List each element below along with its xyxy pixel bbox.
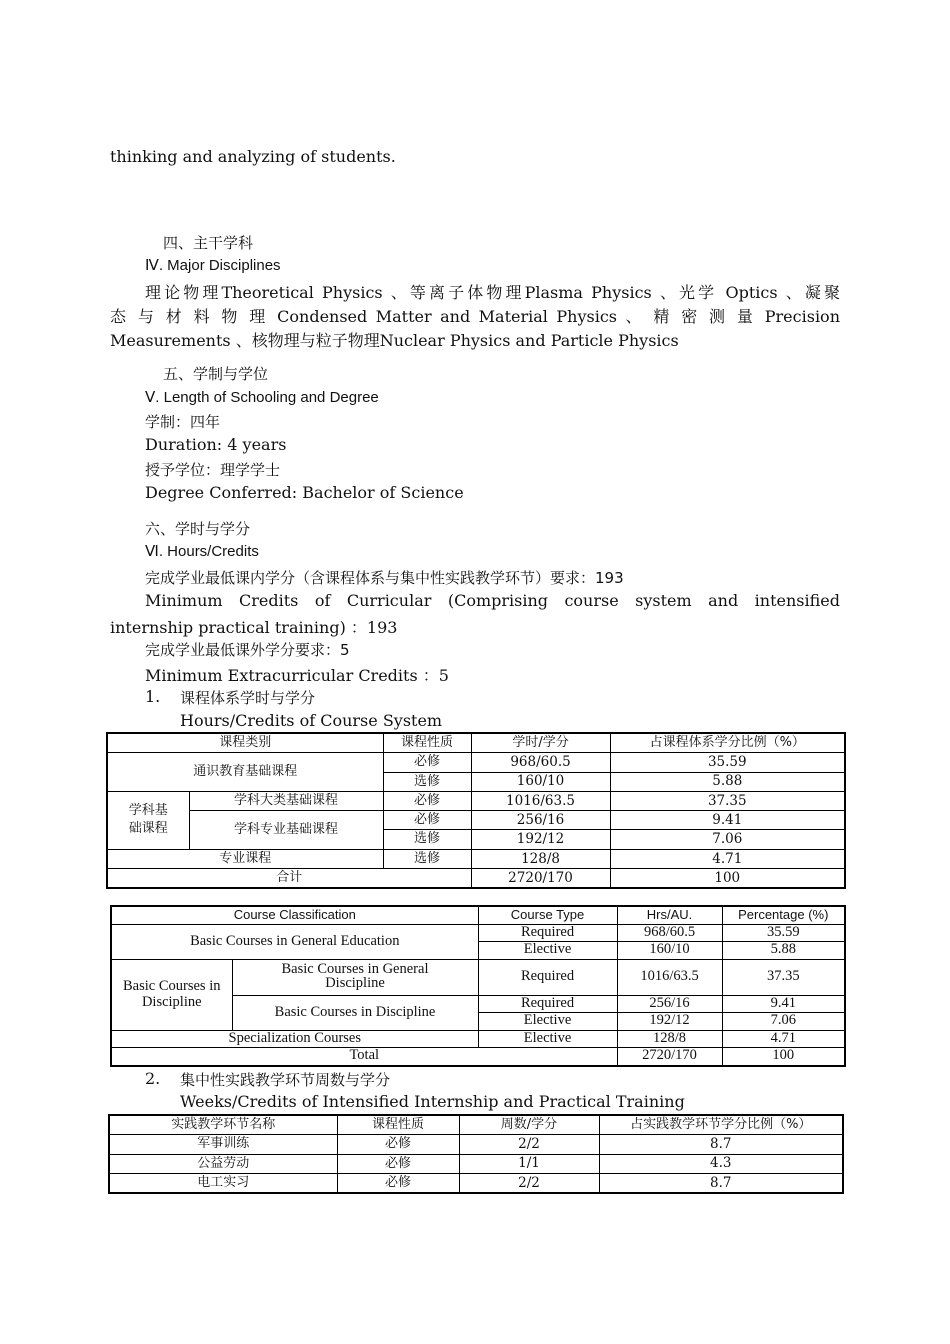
category-discipline-group-label: Basic Courses in Discipline bbox=[123, 977, 221, 1011]
percentage-cell: 8.7 bbox=[599, 1135, 843, 1154]
category-specialization: 专业课程 bbox=[107, 849, 383, 868]
table-header-row bbox=[107, 733, 845, 753]
hours-cell: 128/8 bbox=[471, 849, 610, 868]
hours-cell: 1016/63.5 bbox=[617, 959, 722, 995]
col-header-hours: 学时/学分 bbox=[471, 733, 610, 753]
total-label: Total bbox=[111, 1048, 617, 1066]
table-row bbox=[109, 1173, 843, 1193]
type-cell: 必修 bbox=[383, 753, 471, 772]
hours-cell: 968/60.5 bbox=[617, 924, 722, 942]
table-row bbox=[109, 1135, 843, 1154]
disciplines-line-1: 理论物理Theoretical Physics 、等离子体物理Plasma Physics 、光学 Optics 、凝聚 bbox=[145, 283, 840, 302]
subsection-1-title-en: Hours/Credits of Course System bbox=[180, 711, 443, 730]
type-cell: Required bbox=[478, 959, 617, 995]
subsection-1-title-cn: 课程体系学时与学分 bbox=[180, 689, 316, 707]
extra-credits-en: Minimum Extracurricular Credits ：5 bbox=[145, 666, 449, 685]
category-specialization: Specialization Courses bbox=[111, 1030, 478, 1048]
hours-cell: 1016/63.5 bbox=[471, 791, 610, 810]
category-disc-broad-label: Basic Courses in General Discipline bbox=[281, 960, 429, 992]
section-5-title-en: Ⅴ. Length of Schooling and Degree bbox=[145, 389, 379, 406]
percentage-cell: 100 bbox=[610, 869, 845, 889]
col-header-percentage: Percentage (%) bbox=[722, 906, 845, 924]
min-credits-en-line-2: internship practical training) ：193 bbox=[110, 618, 398, 637]
col-header-percentage: 占课程体系学分比例（%） bbox=[610, 733, 845, 753]
col-header-hours: Hrs/AU. bbox=[617, 906, 722, 924]
weeks-cell: 2/2 bbox=[459, 1173, 599, 1193]
course-hours-table-cn bbox=[106, 732, 846, 889]
section-6-title-en: Ⅵ. Hours/Credits bbox=[145, 543, 259, 560]
category-general: 通识教育基础课程 bbox=[107, 753, 383, 792]
percentage-cell: 9.41 bbox=[722, 995, 845, 1013]
table-row bbox=[107, 753, 845, 772]
type-cell: 选修 bbox=[383, 772, 471, 791]
col-header-weeks: 周数/学分 bbox=[459, 1115, 599, 1135]
col-header-classification: Course Classification bbox=[111, 906, 478, 924]
hours-cell: 968/60.5 bbox=[471, 753, 610, 772]
hours-cell: 256/16 bbox=[471, 811, 610, 830]
type-cell: Elective bbox=[478, 1030, 617, 1048]
category-disc-major: Basic Courses in Discipline bbox=[232, 995, 478, 1030]
table-row bbox=[107, 811, 845, 830]
table-total-row bbox=[111, 1048, 845, 1066]
type-cell: 必修 bbox=[337, 1154, 459, 1173]
col-header-type: Course Type bbox=[478, 906, 617, 924]
duration-en: Duration: 4 years bbox=[145, 435, 287, 454]
weeks-cell: 2/2 bbox=[459, 1135, 599, 1154]
percentage-cell: 7.06 bbox=[610, 830, 845, 849]
hours-cell: 2720/170 bbox=[617, 1048, 722, 1066]
col-header-type: 课程性质 bbox=[337, 1115, 459, 1135]
table-row bbox=[107, 849, 845, 868]
extra-credits-cn: 完成学业最低课外学分要求：5 bbox=[145, 641, 350, 659]
section-4-title-cn: 四、主干学科 bbox=[163, 234, 254, 252]
col-header-name: 实践教学环节名称 bbox=[109, 1115, 337, 1135]
table-total-row bbox=[107, 869, 845, 889]
col-header-type: 课程性质 bbox=[383, 733, 471, 753]
min-credits-en-line-1: Minimum Credits of Curricular (Comprising course system and intensified bbox=[145, 591, 840, 610]
section-6-title-cn: 六、学时与学分 bbox=[145, 520, 251, 538]
practice-name-cell: 军事训练 bbox=[109, 1135, 337, 1154]
percentage-cell: 4.71 bbox=[722, 1030, 845, 1048]
section-4-title-en: Ⅳ. Major Disciplines bbox=[145, 257, 281, 274]
percentage-cell: 5.88 bbox=[722, 942, 845, 960]
degree-cn: 授予学位：理学学士 bbox=[145, 461, 281, 479]
category-discipline-group bbox=[111, 959, 232, 1030]
category-disc-broad bbox=[232, 959, 478, 995]
degree-en: Degree Conferred: Bachelor of Science bbox=[145, 483, 464, 502]
practice-name-cell: 电工实习 bbox=[109, 1173, 337, 1193]
percentage-cell: 4.3 bbox=[599, 1154, 843, 1173]
category-disc-broad: 学科大类基础课程 bbox=[189, 791, 383, 810]
table-row bbox=[111, 959, 845, 995]
type-cell: 必修 bbox=[337, 1135, 459, 1154]
type-cell: 选修 bbox=[383, 849, 471, 868]
min-credits-cn: 完成学业最低课内学分（含课程体系与集中性实践教学环节）要求：193 bbox=[145, 569, 624, 587]
disciplines-line-2: 态 与 材 料 物 理 Condensed Matter and Material Physics 、 精 密 测 量 Precision bbox=[110, 307, 840, 326]
course-hours-table-en bbox=[110, 905, 846, 1067]
weeks-cell: 1/1 bbox=[459, 1154, 599, 1173]
type-cell: 必修 bbox=[383, 791, 471, 810]
table-row bbox=[111, 1030, 845, 1048]
subsection-2-title-cn: 集中性实践教学环节周数与学分 bbox=[180, 1071, 391, 1089]
col-header-percentage: 占实践教学环节学分比例（%） bbox=[599, 1115, 843, 1135]
section-5-title-cn: 五、学制与学位 bbox=[163, 365, 269, 383]
hours-cell: 160/10 bbox=[617, 942, 722, 960]
subsection-1-number: 1. bbox=[145, 687, 161, 706]
subsection-2-title-en: Weeks/Credits of Intensified Internship and Practical Training bbox=[180, 1092, 685, 1111]
table-row bbox=[109, 1154, 843, 1173]
percentage-cell: 9.41 bbox=[610, 811, 845, 830]
hours-cell: 192/12 bbox=[471, 830, 610, 849]
total-label: 合计 bbox=[107, 869, 471, 889]
duration-cn: 学制：四年 bbox=[145, 413, 221, 431]
type-cell: Required bbox=[478, 924, 617, 942]
percentage-cell: 35.59 bbox=[722, 924, 845, 942]
category-discipline-group bbox=[107, 791, 189, 849]
subsection-2-number: 2. bbox=[145, 1069, 161, 1088]
table-row bbox=[107, 791, 845, 810]
type-cell: Elective bbox=[478, 1013, 617, 1031]
type-cell: 选修 bbox=[383, 830, 471, 849]
percentage-cell: 8.7 bbox=[599, 1173, 843, 1193]
type-cell: 必修 bbox=[337, 1173, 459, 1193]
hours-cell: 128/8 bbox=[617, 1030, 722, 1048]
category-general: Basic Courses in General Education bbox=[111, 924, 478, 959]
hours-cell: 2720/170 bbox=[471, 869, 610, 889]
percentage-cell: 5.88 bbox=[610, 772, 845, 791]
hours-cell: 256/16 bbox=[617, 995, 722, 1013]
hours-cell: 192/12 bbox=[617, 1013, 722, 1031]
percentage-cell: 7.06 bbox=[722, 1013, 845, 1031]
practice-training-table bbox=[108, 1114, 844, 1194]
practice-name-cell: 公益劳动 bbox=[109, 1154, 337, 1173]
type-cell: Elective bbox=[478, 942, 617, 960]
table-header-row bbox=[109, 1115, 843, 1135]
col-header-category: 课程类别 bbox=[107, 733, 383, 753]
table-row bbox=[111, 924, 845, 942]
category-disc-major: 学科专业基础课程 bbox=[189, 811, 383, 850]
intro-tail-text: thinking and analyzing of students. bbox=[110, 147, 396, 166]
percentage-cell: 4.71 bbox=[610, 849, 845, 868]
disciplines-line-3: Measurements 、核物理与粒子物理Nuclear Physics and Particle Physics bbox=[110, 331, 679, 350]
table-header-row bbox=[111, 906, 845, 924]
percentage-cell: 35.59 bbox=[610, 753, 845, 772]
percentage-cell: 37.35 bbox=[610, 791, 845, 810]
hours-cell: 160/10 bbox=[471, 772, 610, 791]
type-cell: Required bbox=[478, 995, 617, 1013]
percentage-cell: 37.35 bbox=[722, 959, 845, 995]
percentage-cell: 100 bbox=[722, 1048, 845, 1066]
type-cell: 必修 bbox=[383, 811, 471, 830]
category-discipline-group-label: 学科基础课程 bbox=[128, 803, 168, 837]
